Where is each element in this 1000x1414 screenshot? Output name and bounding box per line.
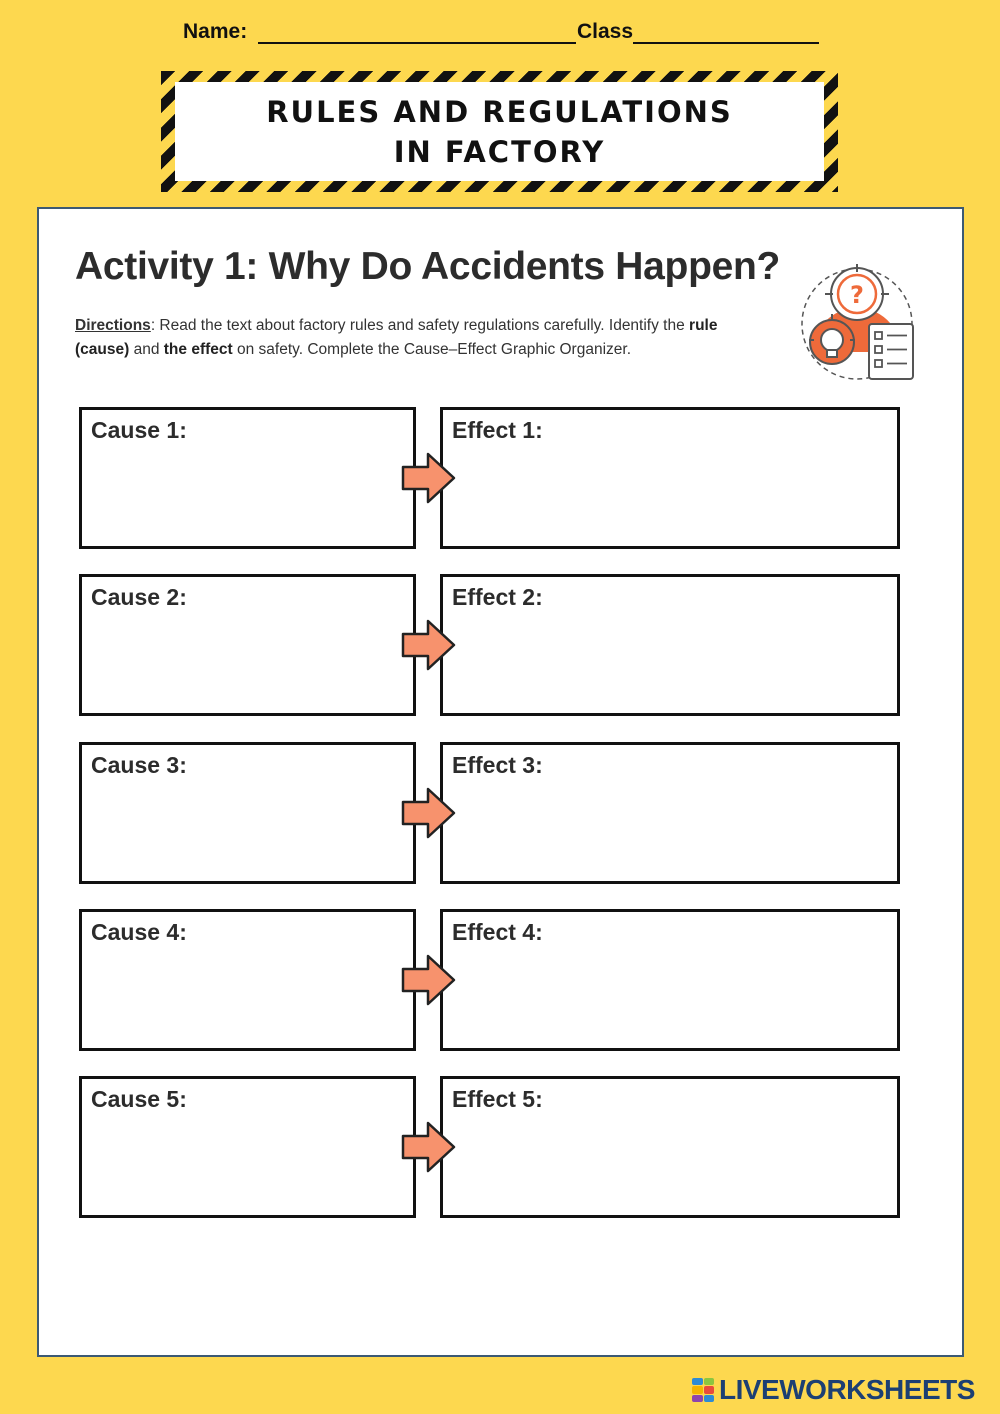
svg-text:?: ? <box>850 281 864 309</box>
effect-box-1[interactable] <box>440 407 900 549</box>
question-lightbulb-checklist-icon <box>797 262 927 387</box>
activity-title: Activity 1: Why Do Accidents Happen? <box>75 245 781 288</box>
directions-text <box>75 314 735 362</box>
banner-title-line1: RULES AND REGULATIONS <box>266 94 733 129</box>
effect-label-5: Effect 5: <box>452 1086 543 1112</box>
liveworksheets-logo-icon <box>692 1378 714 1402</box>
cause-box-1[interactable] <box>79 407 416 549</box>
cause-label-4: Cause 4: <box>91 919 187 945</box>
cause-box-3[interactable] <box>79 742 416 884</box>
cause-box-4[interactable] <box>79 909 416 1051</box>
class-label: Class <box>577 20 634 43</box>
title-banner-inner <box>175 82 824 181</box>
directions-bold-cause: rule (cause) <box>75 317 718 358</box>
effect-label-2: Effect 2: <box>452 584 543 610</box>
cause-label-1: Cause 1: <box>91 417 187 443</box>
name-input-line[interactable] <box>258 42 576 44</box>
right-arrow-icon <box>400 786 458 840</box>
right-arrow-icon <box>400 1120 458 1174</box>
effect-label-3: Effect 3: <box>452 752 543 778</box>
right-arrow-icon <box>400 953 458 1007</box>
directions-bold-effect: the effect <box>163 341 233 358</box>
name-label: Name: <box>183 20 248 43</box>
effect-label-1: Effect 1: <box>452 417 543 443</box>
effect-label-4: Effect 4: <box>452 919 543 945</box>
cause-box-2[interactable] <box>79 574 416 716</box>
effect-box-2[interactable] <box>440 574 900 716</box>
directions-label: Directions <box>75 317 151 334</box>
effect-box-3[interactable] <box>440 742 900 884</box>
cause-label-5: Cause 5: <box>91 1086 187 1112</box>
cause-label-3: Cause 3: <box>91 752 187 778</box>
right-arrow-icon <box>400 618 458 672</box>
directions-part3: on safety. Complete the Cause–Effect Graphic Organizer. <box>232 341 632 358</box>
cause-box-5[interactable] <box>79 1076 416 1218</box>
directions-part1: : Read the text about factory rules and safety regulations carefully. Identify the <box>150 317 690 334</box>
right-arrow-icon <box>400 451 458 505</box>
name-class-line <box>183 20 823 50</box>
class-input-line[interactable] <box>633 42 819 44</box>
effect-box-4[interactable] <box>440 909 900 1051</box>
directions-part2: and <box>129 341 164 358</box>
cause-label-2: Cause 2: <box>91 584 187 610</box>
brand-text: LIVEWORKSHEETS <box>719 1374 975 1405</box>
liveworksheets-brand[interactable] <box>692 1372 992 1408</box>
title-banner <box>161 71 838 192</box>
banner-title-line2: IN FACTORY <box>393 134 606 169</box>
effect-box-5[interactable] <box>440 1076 900 1218</box>
